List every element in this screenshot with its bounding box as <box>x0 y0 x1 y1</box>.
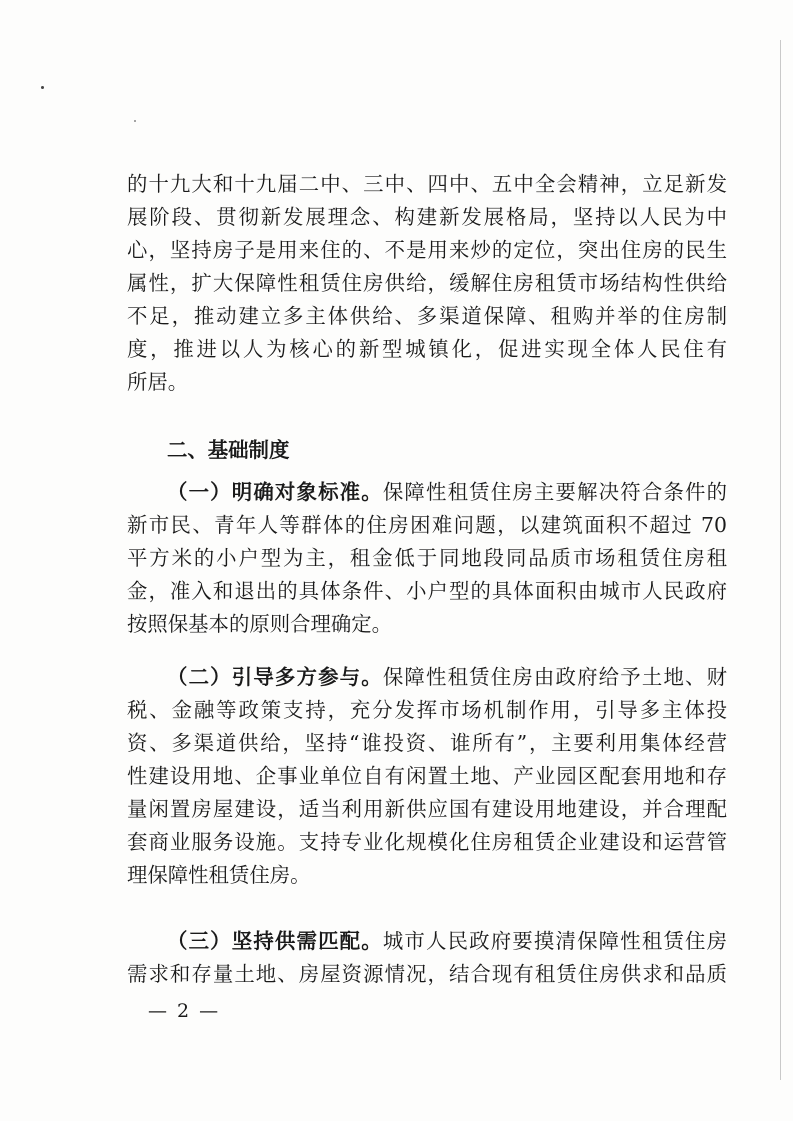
scan-speck <box>41 86 44 89</box>
text-line: 度，推进以人为核心的新型城镇化，促进实现全体人民住有 <box>127 337 727 361</box>
text-line: 按照保基本的原则合理确定。 <box>127 612 393 636</box>
text-line: 的十九大和十九届二中、三中、四中、五中全会精神，立足新发 <box>127 172 727 196</box>
paragraph-1 <box>127 168 727 399</box>
text-line: 所居。 <box>127 370 189 394</box>
text-line: 性建设用地、企事业单位自有闲置土地、产业园区配套用地和存 <box>127 764 727 788</box>
scan-speck <box>134 120 136 122</box>
item-lead: （三）坚持供需匹配。 <box>167 929 383 953</box>
page-number: — 2 — <box>148 1000 221 1022</box>
text-line: 展阶段、贯彻新发展理念、构建新发展格局，坚持以人民为中 <box>127 205 727 229</box>
item-1 <box>127 476 727 641</box>
section-heading-block <box>167 434 767 467</box>
item-3 <box>127 925 727 991</box>
text-line: 新市民、青年人等群体的住房困难问题，以建筑面积不超过 70 <box>127 513 727 537</box>
text-line: 量闲置房屋建设，适当利用新供应国有建设用地建设，并合理配 <box>127 797 727 821</box>
text-line: 资、多渠道供给，坚持“谁投资、谁所有”，主要利用集体经营 <box>127 731 727 755</box>
item-lead: （二）引导多方参与。 <box>167 665 383 689</box>
item-first-text: 保障性租赁住房主要解决符合条件的 <box>382 480 727 504</box>
text-line: 心，坚持房子是用来住的、不是用来炒的定位，突出住房的民生 <box>127 238 727 262</box>
text-line: 不足，推动建立多主体供给、多渠道保障、租购并举的住房制 <box>127 304 727 328</box>
scan-edge-line <box>780 40 781 1080</box>
item-first-line <box>127 661 727 694</box>
text-line: 税、金融等政策支持，充分发挥市场机制作用，引导多主体投 <box>127 698 727 722</box>
item-first-text: 保障性租赁住房由政府给予土地、财 <box>382 665 727 689</box>
text-line: 套商业服务设施。支持专业化规模化住房租赁企业建设和运营管 <box>127 830 727 854</box>
item-lead: （一）明确对象标准。 <box>167 480 383 504</box>
text-line: 理保障性租赁住房。 <box>127 863 311 887</box>
item-first-line <box>127 476 727 509</box>
section-heading: 二、基础制度 <box>167 438 290 462</box>
item-first-line <box>127 925 727 958</box>
item-first-text: 城市人民政府要摸清保障性租赁住房 <box>382 929 727 953</box>
text-line: 金，准入和退出的具体条件、小户型的具体面积由城市人民政府 <box>127 579 727 603</box>
text-line: 需求和存量土地、房屋资源情况，结合现有租赁住房供求和品质 <box>127 962 727 986</box>
text-line: 平方米的小户型为主，租金低于同地段同品质市场租赁住房租 <box>127 546 727 570</box>
text-line: 属性，扩大保障性租赁住房供给，缓解住房租赁市场结构性供给 <box>127 271 727 295</box>
item-2 <box>127 661 727 892</box>
